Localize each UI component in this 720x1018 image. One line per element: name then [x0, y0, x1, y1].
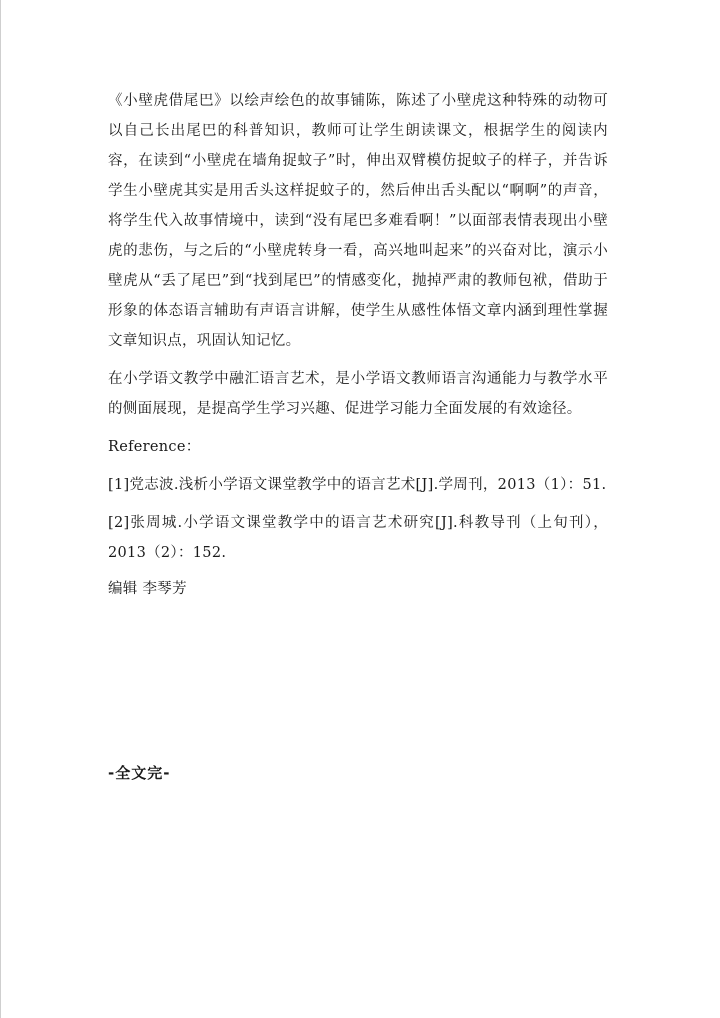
body-paragraph-1: 《小壁虎借尾巴》以绘声绘色的故事铺陈，陈述了小壁虎这种特殊的动物可以自己长出尾巴的科普知识，教师可让学生朗读课文，根据学生的阅读内容，在读到“小壁虎在墙角捉蚊子”时，伸出双臂模仿捉蚊子的样子，并告诉学生小壁虎其实是用舌头这样捉蚊子的，然后伸出舌头配以“啊啊”的声音，将学生代入故事情境中，读到“没有尾巴多难看啊！”以面部表情表现出小壁虎的悲伤，与之后的“小壁虎转身一看，高兴地叫起来”的兴奋对比，演示小壁虎从“丢了尾巴”到“找到尾巴”的情感变化，抛掉严肃的教师包袱，借助于形象的体态语言辅助有声语言讲解，使学生从感性体悟文章内涵到理性掌握文章知识点，巩固认知记忆。: [108, 93, 608, 349]
reference-heading: Reference：: [108, 439, 201, 455]
document-body: [108, 86, 608, 604]
editor-credit: 编辑 李琴芳: [108, 581, 187, 597]
reference-item-2: [2]张周城.小学语文课堂教学中的语言艺术研究[J].科教导刊（上旬刊），2013（2）：152.: [108, 515, 608, 561]
body-paragraph-2: 在小学语文教学中融汇语言艺术，是小学语文教师语言沟通能力与教学水平的侧面展现，是提高学生学习兴趣、促进学习能力全面发展的有效途径。: [108, 371, 608, 417]
reference-item-1: [1]党志波.浅析小学语文课堂教学中的语言艺术[J].学周刊，2013（1）：51.: [108, 477, 607, 493]
end-of-article-mark: -全文完-: [108, 764, 171, 782]
